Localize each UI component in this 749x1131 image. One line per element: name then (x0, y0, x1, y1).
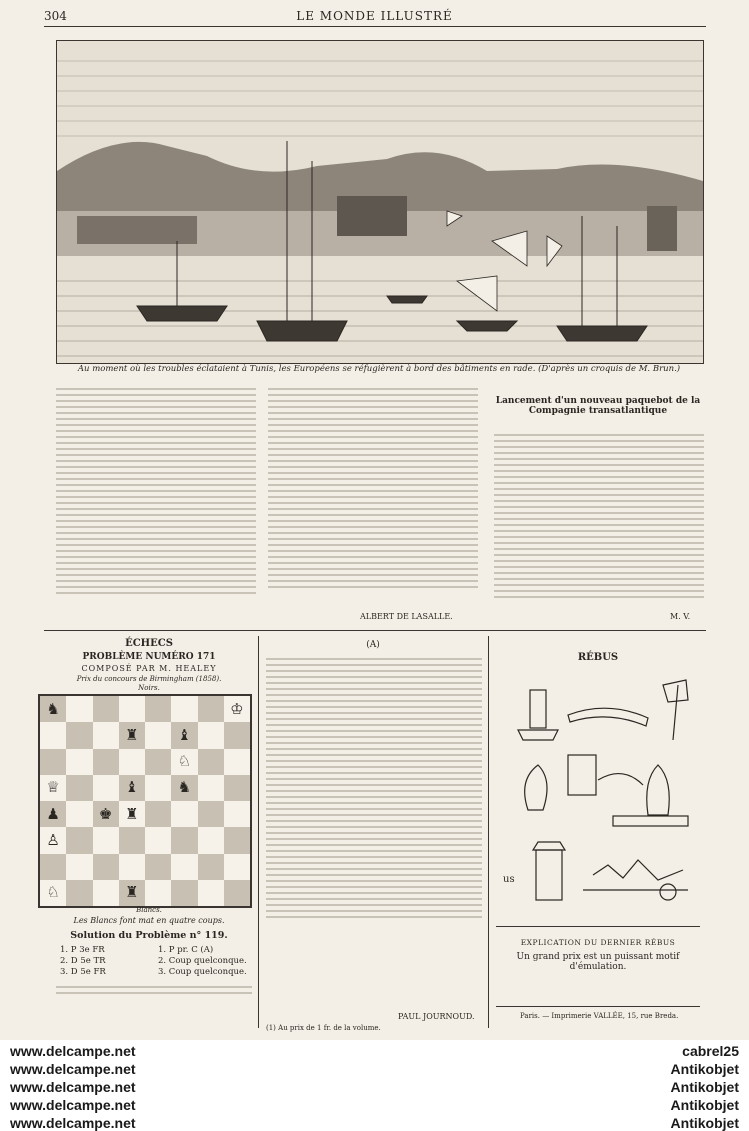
delcampe-link[interactable]: www.delcampe.net (10, 1097, 136, 1113)
chess-square (145, 722, 171, 748)
music-article-signature: ALBERT DE LASALLE. (360, 612, 453, 621)
chess-square (171, 827, 197, 853)
chess-square (224, 854, 250, 880)
chess-square (145, 854, 171, 880)
ship-article-body (494, 430, 704, 602)
chess-square (66, 775, 92, 801)
solution-move: 2. D 5e TR (60, 956, 106, 966)
chess-square (145, 749, 171, 775)
tunis-harbor-engraving (56, 40, 704, 364)
chess-square (224, 775, 250, 801)
chess-square (66, 696, 92, 722)
journal-title: LE MONDE ILLUSTRÉ (296, 9, 453, 23)
chess-square: ♔ (224, 696, 250, 722)
chess-square (40, 749, 66, 775)
engraving-caption: Au moment où les troubles éclataient à Tunis, les Européens se réfugièrent à bord des bâtiments en rade. (D'après un croquis de M. Brun.) (77, 364, 681, 374)
chess-footnote: (1) Au prix de 1 fr. de la volume. (266, 1024, 381, 1032)
chess-square: ♘ (171, 749, 197, 775)
chess-square (198, 827, 224, 853)
chess-square (93, 749, 119, 775)
chess-square (93, 775, 119, 801)
section-rule (44, 630, 706, 631)
chess-square (66, 801, 92, 827)
rebus-illustration (498, 670, 698, 920)
chess-square: ♚ (93, 801, 119, 827)
music-article-column-1 (56, 384, 256, 598)
chess-square (119, 854, 145, 880)
chess-signature: PAUL JOURNOUD. (398, 1012, 475, 1021)
chess-square: ♝ (171, 722, 197, 748)
chess-square (119, 827, 145, 853)
ship-article-title-line-2: Compagnie transatlantique (528, 406, 668, 416)
rebus-rule (496, 926, 700, 927)
column-divider-left (258, 636, 259, 1028)
chess-title: ÉCHECS (125, 638, 173, 649)
chess-square: ♞ (40, 696, 66, 722)
chess-prize-note: Prix du concours de Birmingham (1858). (76, 675, 222, 683)
harbor-illustration (57, 41, 703, 363)
solution-move: 3. D 5e FR (60, 967, 106, 977)
ship-article-title (492, 396, 704, 416)
delcampe-link[interactable]: www.delcampe.net (10, 1079, 136, 1095)
chess-square (93, 696, 119, 722)
seller-name: cabrel25 (682, 1043, 739, 1059)
chess-square: ♜ (119, 722, 145, 748)
printer-line: Paris. — Imprimerie VALLÉE, 15, rue Breda. (520, 1012, 679, 1020)
chess-square: ♟ (40, 801, 66, 827)
chess-square (198, 880, 224, 906)
chess-square: ♞ (171, 775, 197, 801)
chess-square: ♜ (119, 880, 145, 906)
chess-square (198, 696, 224, 722)
chess-square (198, 854, 224, 880)
column-divider-right (488, 636, 489, 1028)
header-rule (44, 26, 706, 27)
chess-square (145, 801, 171, 827)
solution-move: 2. Coup quelconque. (158, 956, 247, 966)
chess-square (66, 827, 92, 853)
rebus-title: RÉBUS (577, 652, 619, 663)
chess-square (93, 722, 119, 748)
solution-move: 3. Coup quelconque. (158, 967, 247, 977)
chess-square (93, 854, 119, 880)
printer-rule (496, 1006, 700, 1007)
solution-move: 1. P 3e FR (60, 945, 105, 955)
chess-square (145, 775, 171, 801)
rebus-explanation: Un grand prix est un puissant motif d'émulation. (516, 952, 680, 972)
chess-square: ♜ (119, 801, 145, 827)
chess-square (93, 880, 119, 906)
chess-condition: Les Blancs font mat en quatre coups. (73, 916, 225, 925)
chess-square (171, 854, 197, 880)
chess-square (198, 775, 224, 801)
chess-square: ♘ (40, 880, 66, 906)
chess-square (40, 854, 66, 880)
chess-problem-title: PROBLÈME NUMÉRO 171 (82, 652, 216, 662)
chess-square (93, 827, 119, 853)
seller-name: Antikobjet (670, 1061, 739, 1077)
seller-name: Antikobjet (670, 1115, 739, 1131)
rebus-picture (498, 670, 698, 920)
rebus-us-letters: us (503, 874, 515, 885)
chess-top-side-label: Noirs. (138, 684, 160, 692)
chess-square (198, 749, 224, 775)
ship-article-signature: M. V. (670, 612, 691, 621)
delcampe-link[interactable]: www.delcampe.net (10, 1043, 136, 1059)
seller-name: Antikobjet (670, 1079, 739, 1095)
music-article-column-2 (268, 384, 478, 592)
chess-square (171, 880, 197, 906)
chess-solution-variation-text (56, 982, 252, 998)
delcampe-link[interactable]: www.delcampe.net (10, 1115, 136, 1131)
chess-solution-title: Solution du Problème n° 119. (70, 930, 228, 941)
chess-solution-white-moves (60, 945, 150, 978)
chess-square: ♕ (40, 775, 66, 801)
chess-square (198, 722, 224, 748)
ship-article-title-line-1: Lancement d'un nouveau paquebot de la (495, 396, 701, 406)
chess-square (171, 696, 197, 722)
chess-solution-black-moves (158, 945, 254, 978)
chess-board (38, 694, 252, 908)
chess-square (66, 854, 92, 880)
watermark-footer (0, 1041, 749, 1131)
chess-square (40, 722, 66, 748)
chess-square (171, 801, 197, 827)
chess-square (66, 722, 92, 748)
rebus-explanation-title: EXPLICATION DU DERNIER RÉBUS (520, 938, 676, 947)
chess-square (198, 801, 224, 827)
chess-square (224, 880, 250, 906)
chess-square (145, 880, 171, 906)
chess-square (119, 696, 145, 722)
solution-move: 1. P pr. C (A) (158, 945, 214, 955)
delcampe-link[interactable]: www.delcampe.net (10, 1061, 136, 1077)
chess-square (66, 880, 92, 906)
page-number: 304 (44, 9, 67, 23)
chess-square: ♙ (40, 827, 66, 853)
chess-square (224, 722, 250, 748)
chess-square (145, 696, 171, 722)
chess-composer: COMPOSÉ PAR M. HEALEY (81, 664, 217, 673)
seller-name: Antikobjet (670, 1097, 739, 1113)
chess-solutions-list (266, 654, 482, 922)
chess-square (145, 827, 171, 853)
chess-square (224, 801, 250, 827)
chess-bottom-side-label: Blancs. (136, 906, 162, 914)
chess-square (224, 827, 250, 853)
chess-solution-column-mark: (A) (366, 640, 380, 650)
chess-square (224, 749, 250, 775)
chess-square: ♝ (119, 775, 145, 801)
chess-square (66, 749, 92, 775)
chess-square (119, 749, 145, 775)
